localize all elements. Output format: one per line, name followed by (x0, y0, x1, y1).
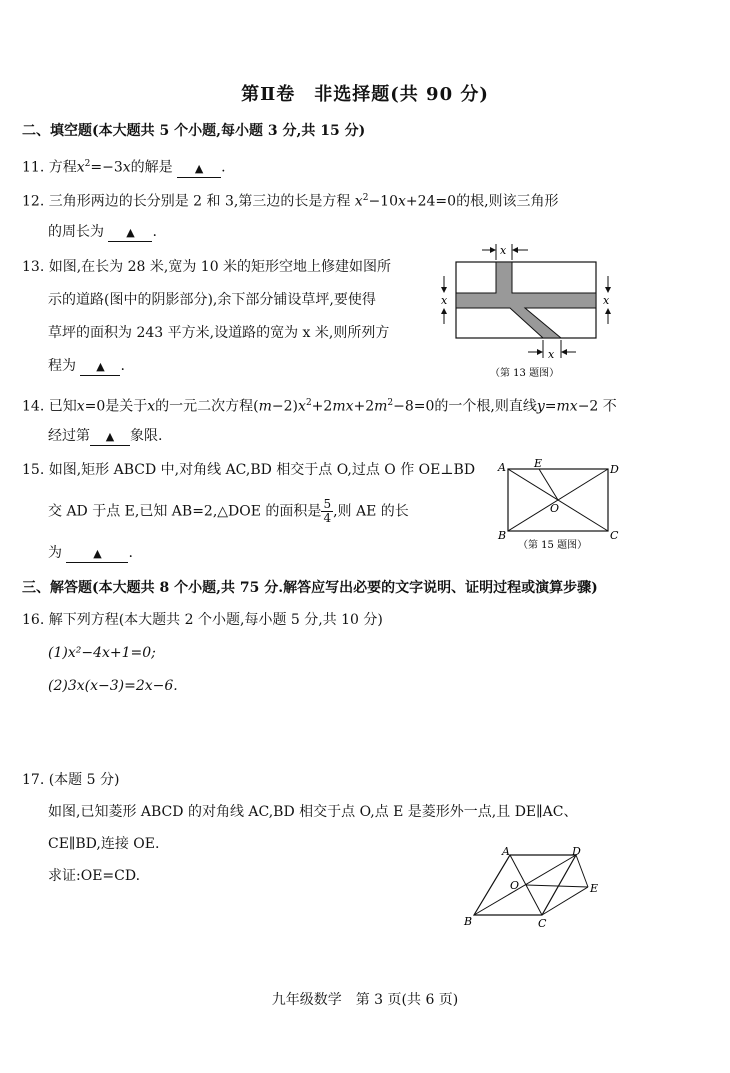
answer-blank-15: ▲ (66, 546, 128, 563)
figure-13-label-x-right: x (603, 294, 610, 307)
question-13-line-2: 示的道路(图中的阴影部分),余下部分铺设草坪,要使得 (48, 292, 376, 308)
figure-15-label-o: O (550, 502, 560, 515)
figure-15-caption: （第 15 题图） (518, 540, 588, 551)
answer-blank-11: ▲ (177, 161, 221, 178)
figure-13-label-x-left: x (441, 294, 448, 307)
question-13-line-3: 草坪的面积为 243 平方米,设道路的宽为 x 米,则所列方 (48, 325, 390, 341)
figure-15 (494, 455, 619, 555)
question-12-line-1: 12. 三角形两边的长分别是 2 和 3,第三边的长是方程 $x^2-10x+24=0$的根,则该三角形 (22, 193, 559, 210)
section-heading-fill-in: 二、填空题(本大题共 5 个小题,每小题 3 分,共 15 分) (22, 123, 366, 139)
question-17: 17. (本题 5 分) (22, 772, 120, 788)
page-footer: 九年级数学 第 3 页(共 6 页) (271, 992, 459, 1008)
question-16-part-2: (2)3x(x−3)=2x−6. (48, 678, 178, 694)
figure-15-label-d: D (610, 463, 619, 476)
question-15-line-3: 为 ▲ . (48, 545, 133, 561)
figure-17-label-b: B (464, 915, 473, 928)
question-13-line-1: 13. 如图,在长为 28 米,宽为 10 米的矩形空地上修建如图所 (22, 259, 392, 275)
answer-blank-14: ▲ (90, 429, 130, 446)
figure-15-label-e: E (534, 457, 543, 470)
question-17-line-2: CE∥BD,连接 OE. (48, 836, 160, 852)
figure-17 (460, 845, 610, 930)
question-13-line-4: 程为 ▲ . (48, 358, 125, 374)
fraction-five-quarters: $\frac{5}{4}$ (323, 497, 332, 525)
figure-13-caption: （第 13 题图） (490, 368, 560, 379)
question-11: 11. 方程$x^2=-3x$的解是 ▲ . (22, 159, 226, 176)
question-16-part-1: (1)x²−4x+1=0; (48, 645, 156, 661)
figure-13-label-x-top: x (500, 244, 507, 257)
answer-blank-12: ▲ (108, 225, 152, 242)
question-12-line-2: 的周长为 ▲ . (48, 224, 157, 240)
figure-17-label-c: C (538, 917, 547, 930)
figure-15-label-b: B (498, 529, 507, 542)
question-16: 16. 解下列方程(本大题共 2 个小题,每小题 5 分,共 10 分) (22, 612, 383, 628)
question-17-line-3: 求证:OE=CD. (48, 868, 141, 884)
figure-13-label-x-bottom: x (548, 348, 555, 361)
question-15-line-1: 15. 如图,矩形 ABCD 中,对角线 AC,BD 相交于点 O,过点 O 作 OE⊥BD (22, 462, 476, 478)
question-15-line-2: 交 AD 于点 E,已知 AB=2,△DOE 的面积是 $\frac{5}{4}$ ,则 AE 的长 (48, 497, 409, 525)
figure-15-label-c: C (610, 529, 619, 542)
figure-17-label-a: A (502, 845, 510, 858)
page-title: 第Ⅱ卷 非选择题(共 90 分) (241, 84, 489, 105)
figure-15-label-a: A (498, 461, 506, 474)
road-shaded-area (456, 262, 596, 338)
question-14-line-2: 经过第 ▲ 象限. (48, 428, 163, 444)
figure-17-label-o: O (510, 879, 520, 892)
question-17-line-1: 如图,已知菱形 ABCD 的对角线 AC,BD 相交于点 O,点 E 是菱形外一点,且 DE∥AC、 (48, 804, 578, 820)
figure-13 (438, 238, 618, 383)
figure-17-label-d: D (572, 845, 581, 858)
answer-blank-13: ▲ (80, 359, 120, 376)
question-14-line-1: 14. 已知x=0是关于x的一元二次方程$(m-2)x^2+2mx+2m^2-8=0$的一个根,则直线y=mx−2 不 (22, 398, 617, 415)
figure-17-label-e: E (590, 882, 599, 895)
section-heading-solutions: 三、解答题(本大题共 8 个小题,共 75 分.解答应写出必要的文字说明、证明过程或演算步骤) (22, 580, 598, 596)
